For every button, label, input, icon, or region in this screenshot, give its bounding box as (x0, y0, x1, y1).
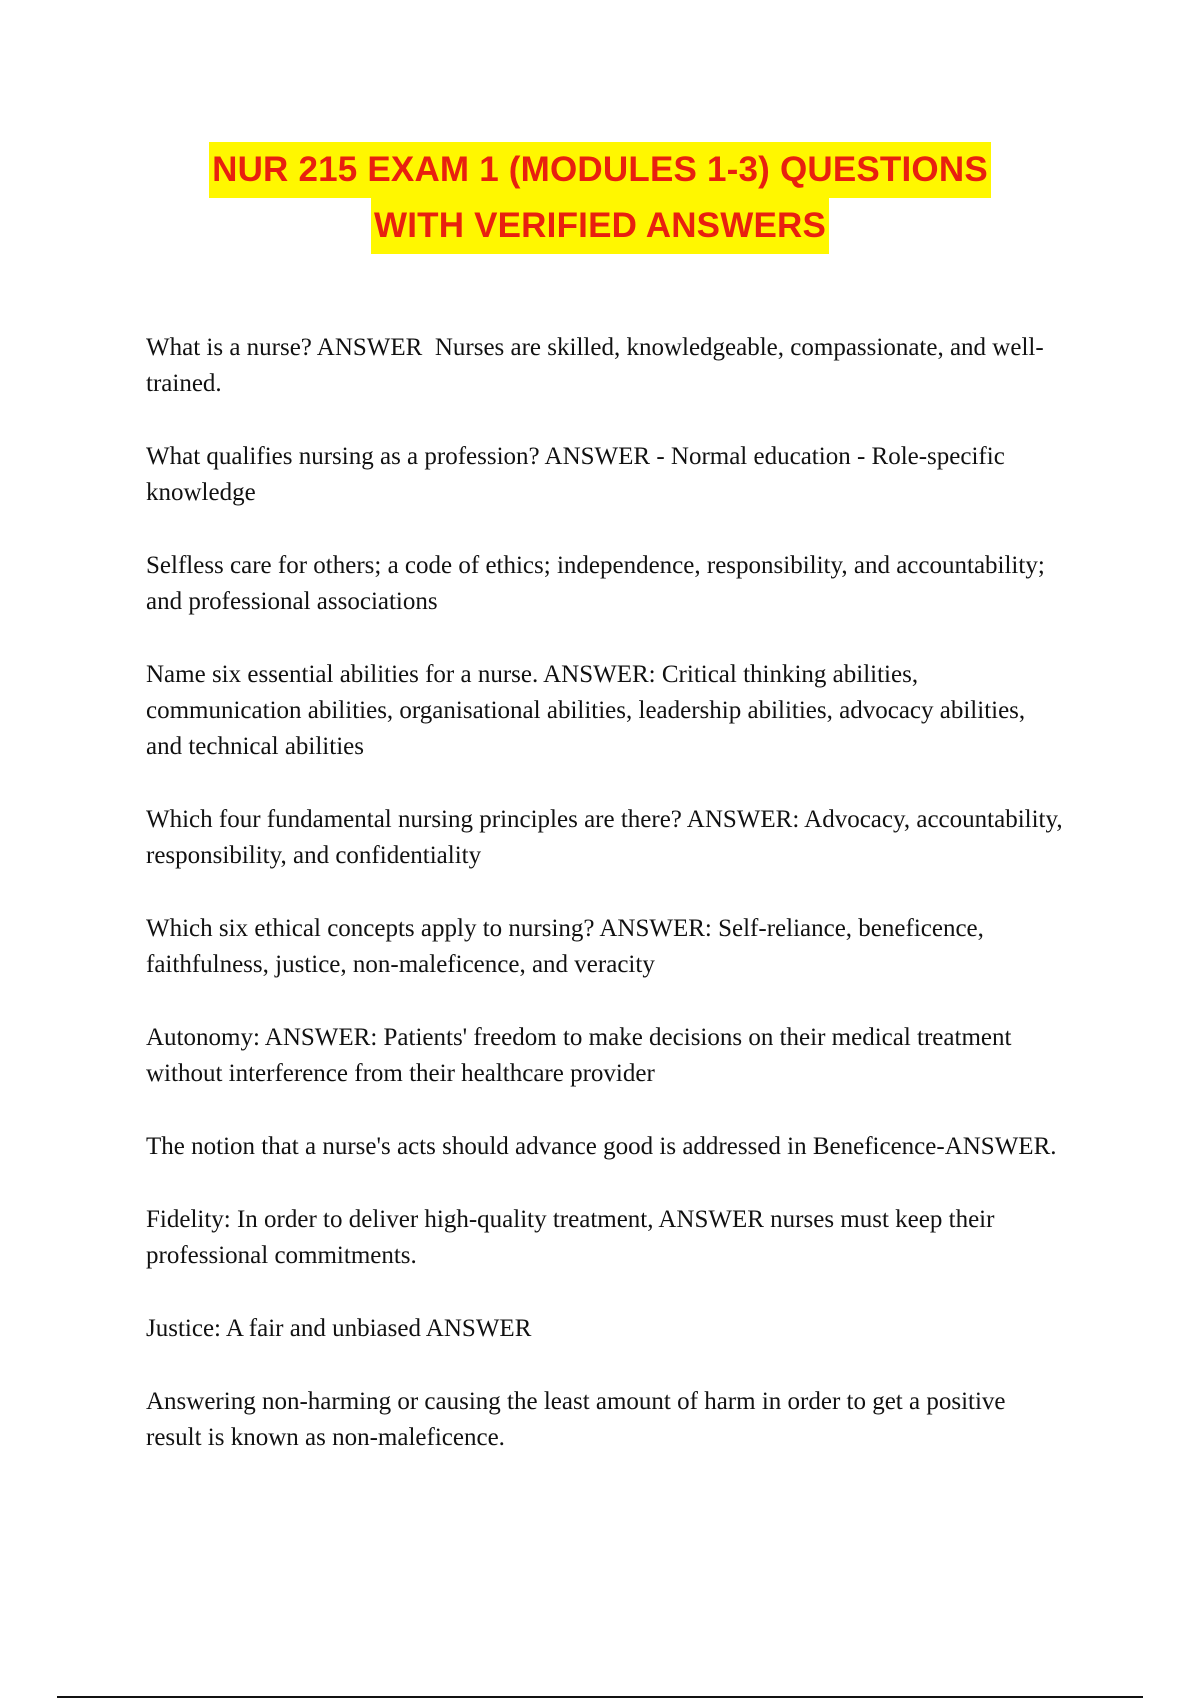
qa-paragraph-7: Autonomy: ANSWER: Patients' freedom to make decisions on their medical treatment without interference from their healthcare provider (146, 1024, 1018, 1087)
document-title (0, 142, 1200, 254)
qa-paragraph-2: What qualifies nursing as a profession? ANSWER - Normal education - Role-specific knowledge (146, 443, 1012, 506)
bottom-divider (57, 1696, 1143, 1698)
qa-paragraph-1: What is a nurse? ANSWER Nurses are skilled, knowledgeable, compassionate, and well-trained. (146, 334, 1044, 397)
qa-content (146, 330, 1069, 1493)
qa-paragraph-10: Justice: A fair and unbiased ANSWER (146, 1315, 532, 1342)
qa-paragraph-9: Fidelity: In order to deliver high-quality treatment, ANSWER nurses must keep their professional commitments. (146, 1206, 1001, 1269)
qa-paragraph-6: Which six ethical concepts apply to nursing? ANSWER: Self-reliance, beneficence, faithfulness, justice, non-maleficence, and veracity (146, 915, 991, 978)
qa-paragraph-11: Answering non-harming or causing the least amount of harm in order to get a positive result is known as non-maleficence. (146, 1388, 1012, 1451)
qa-paragraph-3: Selfless care for others; a code of ethics; independence, responsibility, and accountability; and professional associations (146, 552, 1052, 615)
qa-paragraph-8: The notion that a nurse's acts should advance good is addressed in Beneficence-ANSWER. (146, 1133, 1057, 1160)
qa-paragraph-4: Name six essential abilities for a nurse. ANSWER: Critical thinking abilities, communication abilities, organisational abilities, leadership abilities, advocacy abilities, and technical abilities (146, 661, 1032, 760)
title-line-2: WITH VERIFIED ANSWERS (371, 198, 829, 254)
title-line-1: NUR 215 EXAM 1 (MODULES 1-3) QUESTIONS (209, 142, 991, 198)
qa-paragraph-5: Which four fundamental nursing principles are there? ANSWER: Advocacy, accountability, responsibility, and confidentiality (146, 806, 1069, 869)
